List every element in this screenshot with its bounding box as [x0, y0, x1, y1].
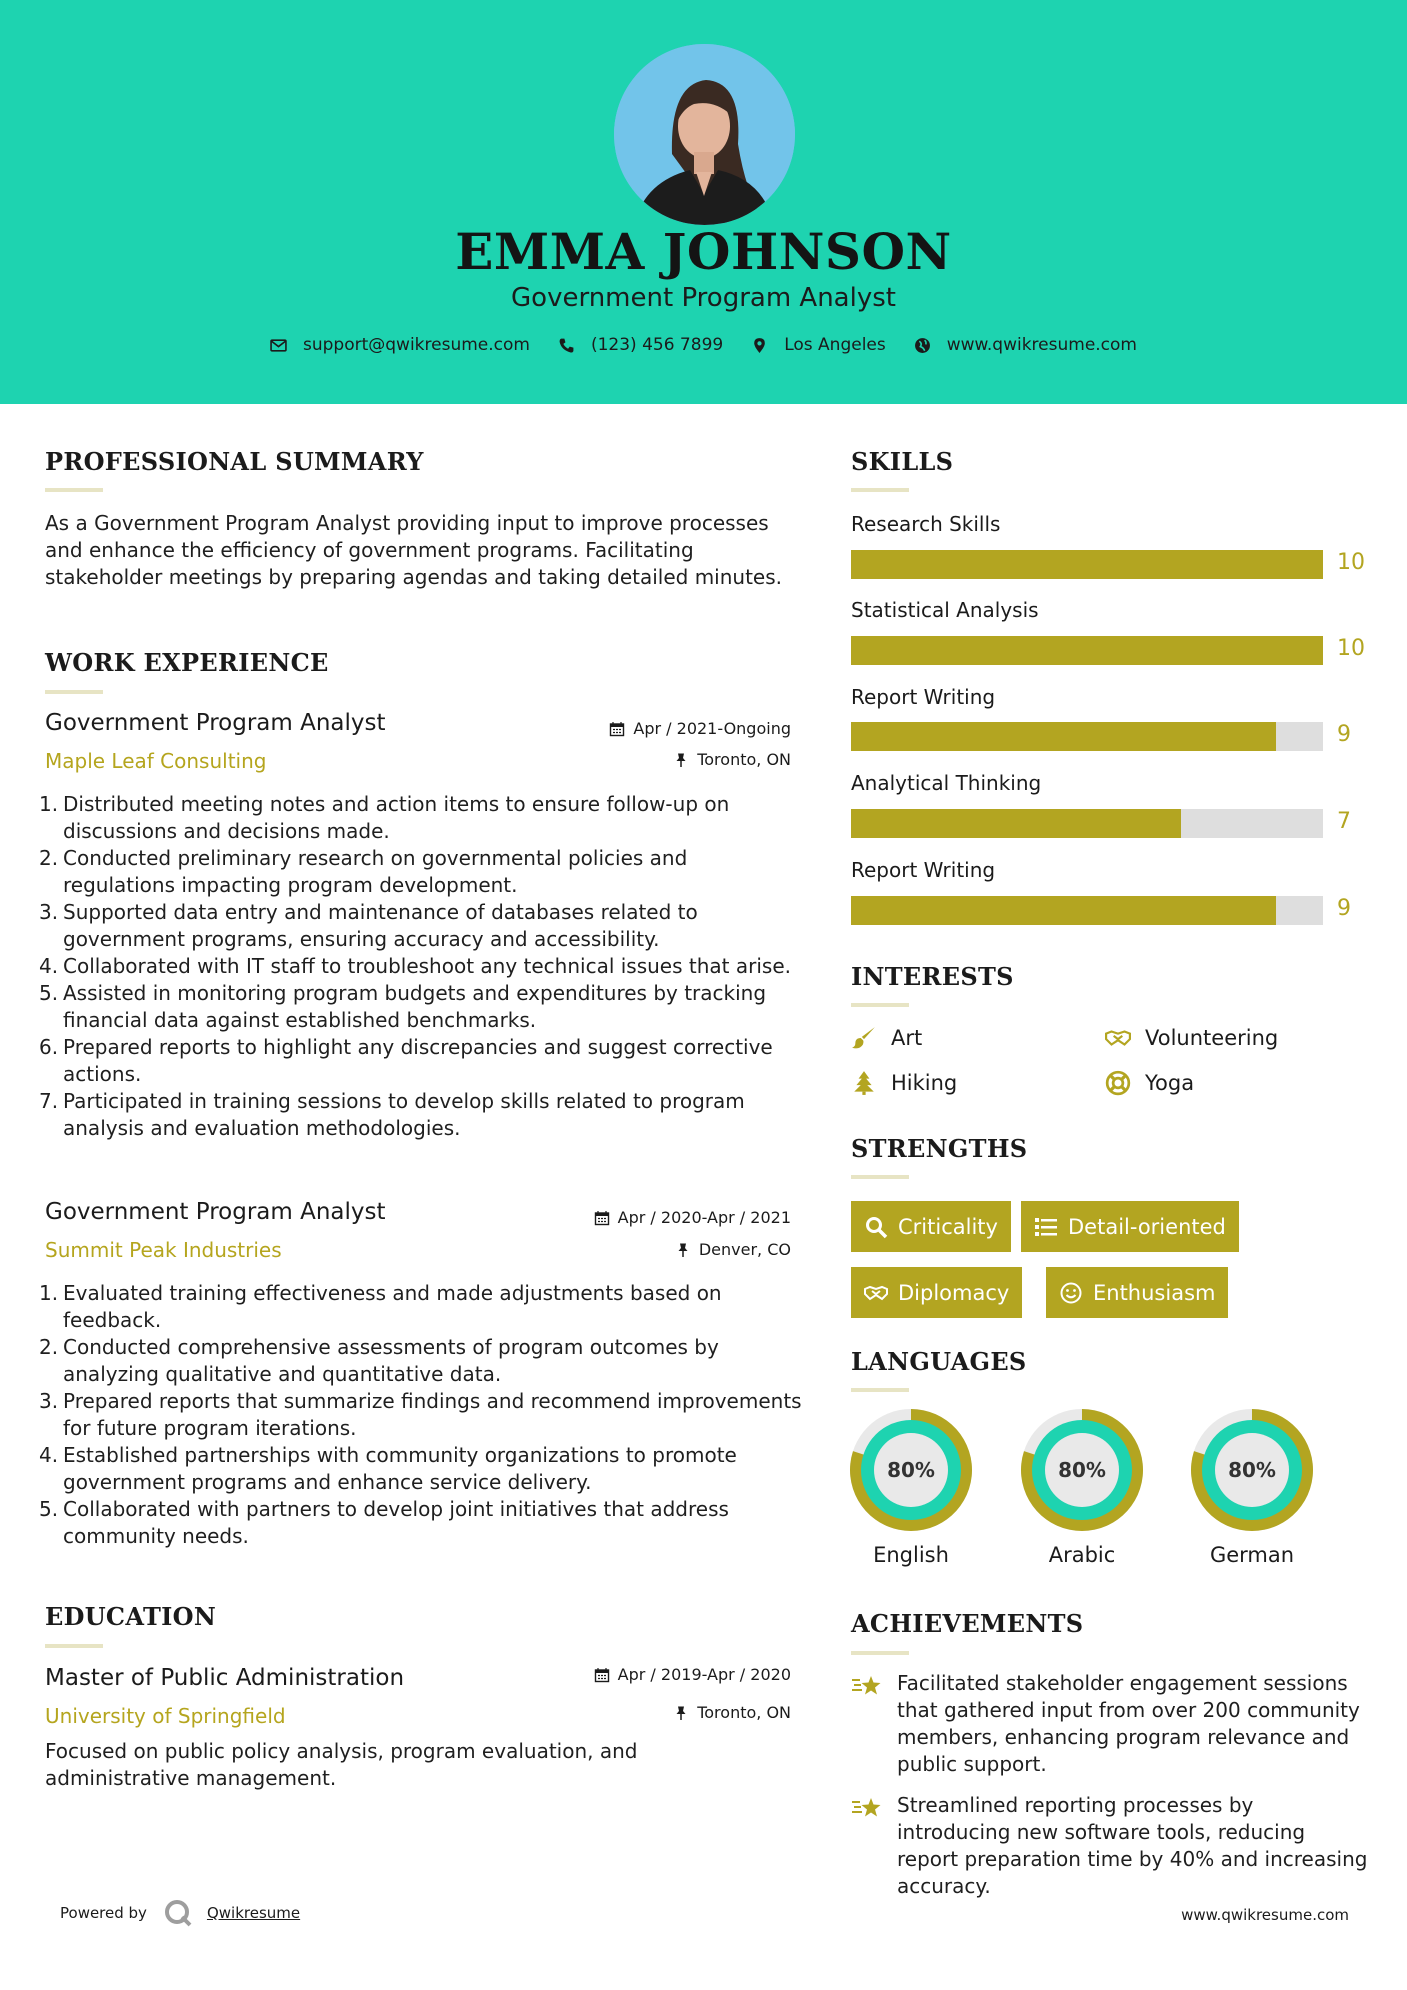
qwikresume-logo-icon: [163, 1898, 193, 1928]
skills-heading-underline: [851, 488, 909, 492]
email-text: support@qwikresume.com: [303, 335, 530, 355]
calendar-icon: [594, 1667, 610, 1683]
location-text: Los Angeles: [784, 335, 886, 355]
strength-chip-enthusiasm: [1046, 1267, 1228, 1318]
globe-icon: [914, 337, 931, 354]
profile-photo: [614, 44, 795, 225]
education-heading: EDUCATION: [45, 1602, 217, 1631]
job-location-2: [675, 1240, 791, 1259]
languages-heading: LANGUAGES: [851, 1347, 1027, 1376]
interests-heading: INTERESTS: [851, 962, 1014, 991]
interest-label: Yoga: [1145, 1071, 1195, 1095]
skill-value: 9: [1337, 896, 1351, 921]
list-item: 3. Prepared reports that summarize findings and recommend improvements for future program iterations.: [39, 1389, 802, 1440]
language-item-german: [1191, 1409, 1313, 1567]
list-item: 5. Assisted in monitoring program budgets and expenditures by tracking financial data against established benchmarks.: [39, 981, 767, 1032]
language-name: German: [1209, 1543, 1295, 1567]
contact-email[interactable]: [270, 335, 530, 355]
list-item: 2. Conducted preliminary research on governmental policies and regulations impacting program development.: [39, 846, 688, 897]
language-percent: 80%: [1228, 1458, 1276, 1482]
interest-label: Hiking: [891, 1071, 958, 1095]
skill-bar-fill: [851, 636, 1323, 665]
phone-icon: [558, 337, 575, 354]
skill-bar-track: [851, 550, 1323, 579]
education-heading-underline: [45, 1644, 103, 1648]
skill-bar-track: [851, 809, 1323, 838]
language-ring: [1191, 1409, 1313, 1531]
education-date: [594, 1665, 791, 1684]
skill-bar-fill: [851, 809, 1181, 838]
achievement-item: [851, 1670, 1371, 1778]
company-name-1: Maple Leaf Consulting: [45, 749, 267, 773]
footer-website[interactable]: www.qwikresume.com: [1181, 1906, 1349, 1924]
list-item: 2. Conducted comprehensive assessments of program outcomes by analyzing qualitative and quantitative data.: [39, 1335, 719, 1386]
strength-label: Diplomacy: [898, 1280, 1010, 1305]
interest-label: Art: [891, 1026, 923, 1050]
skill-label: Analytical Thinking: [851, 771, 1042, 795]
list-item: 4. Collaborated with IT staff to troubleshoot any technical issues that arise.: [39, 954, 791, 978]
map-marker-icon: [751, 337, 768, 354]
achievements-heading: ACHIEVEMENTS: [851, 1609, 1084, 1638]
education-location-text: Toronto, ON: [697, 1703, 791, 1722]
experience-heading: WORK EXPERIENCE: [45, 648, 329, 677]
skill-bar-fill: [851, 722, 1276, 751]
job-title-2: Government Program Analyst: [45, 1199, 386, 1225]
achievement-text: Streamlined reporting processes by introducing new software tools, reducing report preparation time by 40% and increasing accuracy.: [897, 1793, 1368, 1898]
strength-chip-diplomacy: [851, 1267, 1022, 1318]
lifering-icon: [1105, 1070, 1131, 1096]
list-item: 7. Participated in training sessions to develop skills related to program analysis and evaluation methodologies.: [39, 1089, 745, 1140]
list-icon: [1034, 1215, 1058, 1239]
pushpin-icon: [675, 1242, 691, 1258]
skill-bar-track: [851, 896, 1323, 925]
list-item: 6. Prepared reports to highlight any discrepancies and suggest corrective actions.: [39, 1035, 773, 1086]
list-item: 3. Supported data entry and maintenance of databases related to government programs, ensuring accuracy and accessibility.: [39, 900, 698, 951]
shooting-star-icon: [851, 1670, 883, 1702]
skill-label: Research Skills: [851, 512, 1001, 536]
contact-website[interactable]: [914, 335, 1137, 355]
job-location-text-1: Toronto, ON: [697, 750, 791, 769]
strength-chip-criticality: [851, 1201, 1011, 1252]
contact-location: [751, 335, 886, 355]
skill-bar-fill: [851, 550, 1323, 579]
language-ring: [850, 1409, 972, 1531]
job-bullets-1: [39, 791, 805, 1142]
achievement-text: Facilitated stakeholder engagement sessions that gathered input from over 200 community members, enhancing program relevance and public support.: [897, 1671, 1360, 1776]
smile-icon: [1059, 1281, 1083, 1305]
website-text: www.qwikresume.com: [946, 335, 1137, 355]
achievements-heading-underline: [851, 1651, 909, 1655]
envelope-icon: [270, 337, 287, 354]
skill-label: Report Writing: [851, 858, 996, 882]
language-ring: [1021, 1409, 1143, 1531]
job-title-1: Government Program Analyst: [45, 710, 386, 736]
handshake-icon: [864, 1281, 888, 1305]
job-date-2: [594, 1208, 791, 1227]
summary-heading-underline: [45, 488, 103, 492]
company-name-2: Summit Peak Industries: [45, 1238, 282, 1262]
avatar: [614, 44, 795, 225]
list-item: 1. Evaluated training effectiveness and made adjustments based on feedback.: [39, 1281, 722, 1332]
education-description: Focused on public policy analysis, program evaluation, and administrative management.: [45, 1739, 638, 1790]
strengths-heading-underline: [851, 1175, 909, 1179]
education-date-text: Apr / 2019-Apr / 2020: [617, 1665, 791, 1684]
skills-heading: SKILLS: [851, 447, 954, 476]
skill-label: Statistical Analysis: [851, 598, 1039, 622]
candidate-name: EMMA JOHNSON: [455, 222, 952, 281]
footer-powered-by: [60, 1898, 300, 1928]
skill-value: 7: [1337, 809, 1351, 834]
skill-bar-fill: [851, 896, 1276, 925]
powered-by-label: Powered by: [60, 1904, 147, 1922]
language-name: Arabic: [1048, 1543, 1116, 1567]
list-item: 1. Distributed meeting notes and action items to ensure follow-up on discussions and decisions made.: [39, 792, 730, 843]
paintbrush-icon: [851, 1025, 877, 1051]
calendar-icon: [609, 721, 625, 737]
experience-heading-underline: [45, 690, 103, 694]
skill-bar-track: [851, 722, 1323, 751]
school-name: University of Springfield: [45, 1704, 286, 1728]
interest-label: Volunteering: [1145, 1026, 1279, 1050]
interest-item-yoga: [1105, 1070, 1194, 1096]
tree-icon: [851, 1070, 877, 1096]
interests-heading-underline: [851, 1003, 909, 1007]
contact-bar: [0, 335, 1407, 355]
strength-label: Criticality: [898, 1214, 998, 1239]
candidate-title: Government Program Analyst: [511, 283, 896, 313]
interest-item-hiking: [851, 1070, 957, 1096]
job-date-1: [609, 719, 791, 738]
skill-label: Report Writing: [851, 685, 996, 709]
shooting-star-icon: [851, 1792, 883, 1824]
language-percent: 80%: [887, 1458, 935, 1482]
strength-label: Detail-oriented: [1068, 1214, 1226, 1239]
summary-text: As a Government Program Analyst providing input to improve processes and enhance the efficiency of government programs. Facilitating stakeholder meetings by preparing agendas and taking detailed minutes.: [45, 511, 783, 589]
summary-heading: PROFESSIONAL SUMMARY: [45, 447, 424, 476]
pushpin-icon: [673, 1705, 689, 1721]
languages-heading-underline: [851, 1388, 909, 1392]
language-item-arabic: [1021, 1409, 1143, 1567]
search-icon: [864, 1215, 888, 1239]
calendar-icon: [594, 1210, 610, 1226]
job-date-text-1: Apr / 2021-Ongoing: [633, 719, 791, 738]
header-banner: [0, 0, 1407, 404]
language-percent: 80%: [1058, 1458, 1106, 1482]
skill-value: 10: [1337, 636, 1365, 661]
education-location: [673, 1703, 791, 1722]
strength-label: Enthusiasm: [1093, 1280, 1216, 1305]
strengths-heading: STRENGTHS: [851, 1134, 1028, 1163]
job-location-1: [673, 750, 791, 769]
skill-value: 9: [1337, 722, 1351, 747]
skill-bar-track: [851, 636, 1323, 665]
job-bullets-2: [39, 1280, 805, 1550]
phone-text: (123) 456 7899: [590, 335, 724, 355]
interest-item-art: [851, 1025, 922, 1051]
degree-title: Master of Public Administration: [45, 1665, 405, 1691]
language-item-english: [850, 1409, 972, 1567]
job-location-text-2: Denver, CO: [698, 1240, 791, 1259]
language-name: English: [873, 1543, 949, 1567]
qwikresume-link[interactable]: Qwikresume: [206, 1904, 301, 1922]
list-item: 4. Established partnerships with community organizations to promote government programs and enhance service delivery.: [39, 1443, 737, 1494]
job-date-text-2: Apr / 2020-Apr / 2021: [617, 1208, 791, 1227]
skill-value: 10: [1337, 550, 1365, 575]
pushpin-icon: [673, 752, 689, 768]
handshake-icon: [1105, 1025, 1131, 1051]
strength-chip-detail-oriented: [1021, 1201, 1239, 1252]
interest-item-volunteering: [1105, 1025, 1278, 1051]
list-item: 5. Collaborated with partners to develop joint initiatives that address community needs.: [39, 1497, 729, 1548]
achievement-item: [851, 1792, 1371, 1900]
contact-phone[interactable]: [558, 335, 723, 355]
